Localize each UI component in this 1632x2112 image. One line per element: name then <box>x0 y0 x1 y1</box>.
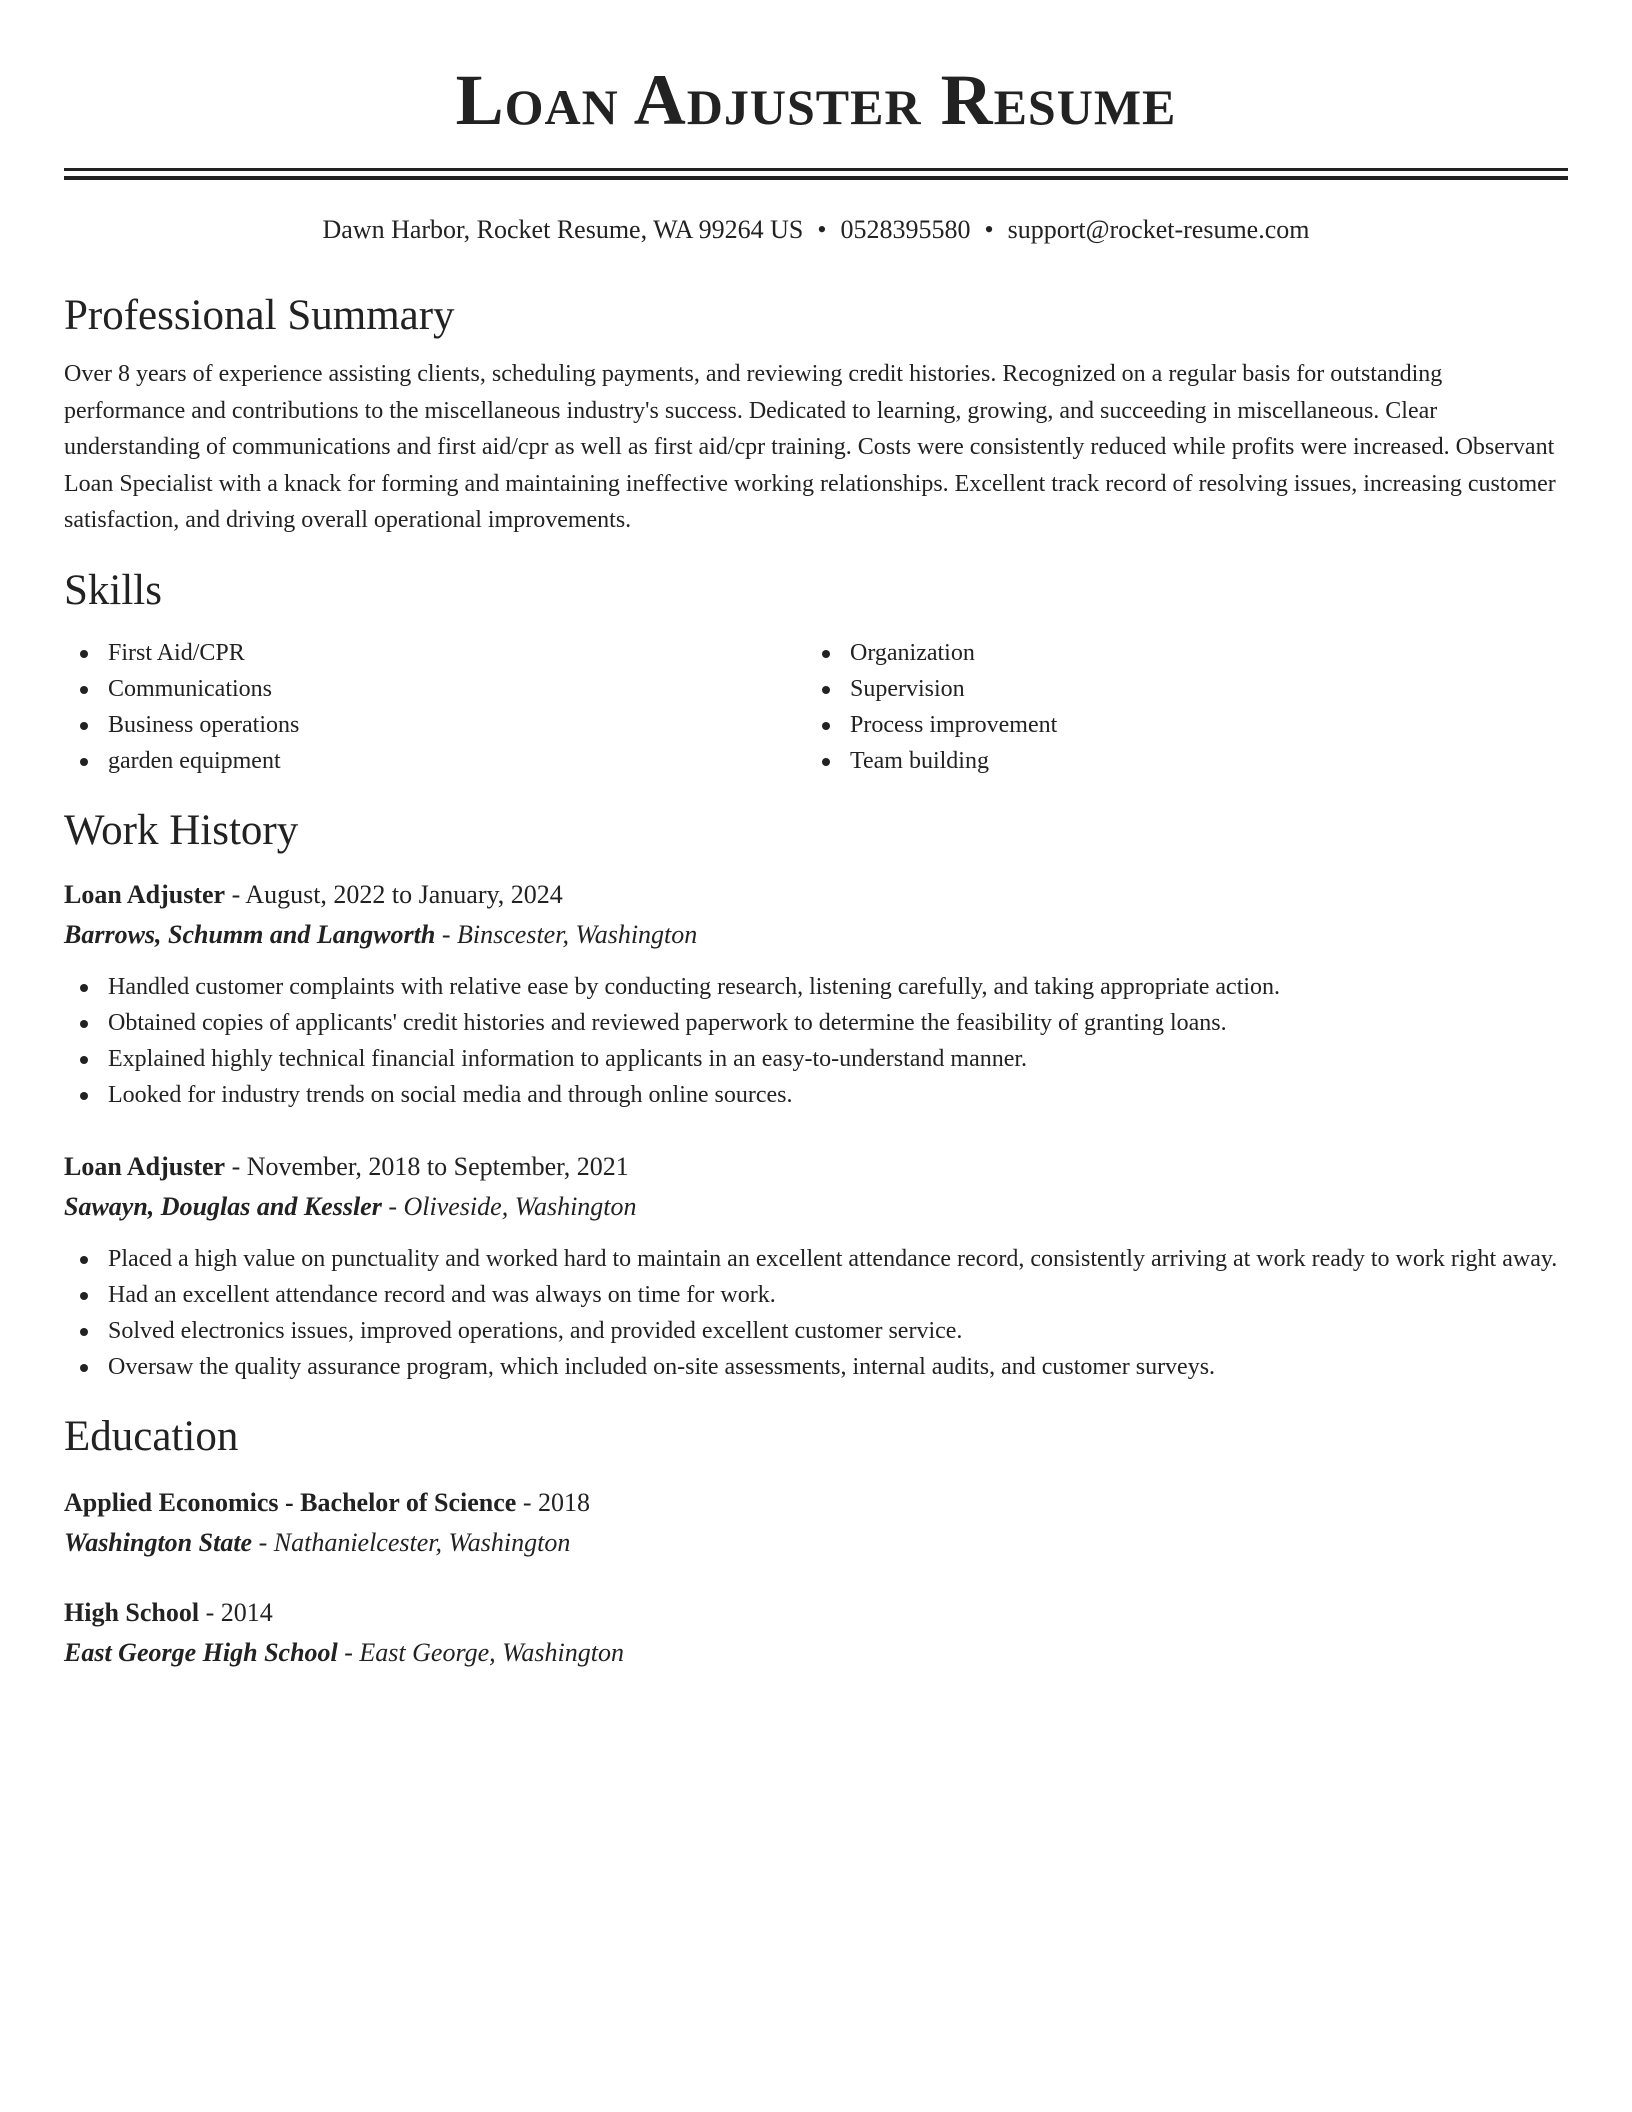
skill-item: Communications <box>64 671 806 707</box>
job-header <box>64 875 1568 915</box>
education-school: Washington State <box>64 1527 253 1557</box>
skill-item: Process improvement <box>806 707 1568 743</box>
job-duties <box>64 969 1568 1113</box>
job-company: Barrows, Schumm and Langworth <box>64 919 436 949</box>
resume-page <box>64 0 1568 1673</box>
education-year: - 2018 <box>516 1487 590 1517</box>
skills-heading: Skills <box>64 566 162 614</box>
education-entry <box>64 1483 1568 1563</box>
education-institution <box>64 1633 1568 1673</box>
job-duties <box>64 1241 1568 1385</box>
education-location: - Nathanielcester, Washington <box>252 1527 571 1557</box>
job-entry <box>64 1147 1568 1385</box>
contact-phone: 0528395580 <box>840 215 971 244</box>
skills-column-left <box>64 635 806 779</box>
job-location: - Binscester, Washington <box>435 919 698 949</box>
job-company: Sawayn, Douglas and Kessler <box>64 1191 382 1221</box>
skill-item: Team building <box>806 743 1568 779</box>
education-school: East George High School <box>64 1637 338 1667</box>
job-duty: Explained highly technical financial information to applicants in an easy-to-understand manner. <box>64 1041 1568 1077</box>
education-year: - 2014 <box>199 1597 273 1627</box>
education-degree: Applied Economics - Bachelor of Science <box>64 1487 517 1517</box>
job-employer <box>64 915 1568 955</box>
contact-address: Dawn Harbor, Rocket Resume, WA 99264 US <box>322 215 804 244</box>
title-divider-top <box>64 168 1568 171</box>
contact-separator: • <box>817 215 827 244</box>
title-divider-bottom <box>64 176 1568 180</box>
job-duty: Had an excellent attendance record and was always on time for work. <box>64 1277 1568 1313</box>
skill-item: garden equipment <box>64 743 806 779</box>
summary-text: Over 8 years of experience assisting clients, scheduling payments, and reviewing credit histories. Recognized on a regular basis for outstanding performance and contributions to the miscellaneous industry's success. Dedicated to learning, growing, and succeeding in miscellaneous. Clear understanding of communications and first aid/cpr as well as first aid/cpr training. Costs were consistently reduced while profits were increased. Observant Loan Specialist with a knack for forming and maintaining ineffective working relationships. Excellent track record of resolving issues, increasing customer satisfaction, and driving overall operational improvements. <box>64 361 1556 533</box>
skill-item: First Aid/CPR <box>64 635 806 671</box>
job-duty: Looked for industry trends on social media and through online sources. <box>64 1077 1568 1113</box>
skill-item: Organization <box>806 635 1568 671</box>
skills-list <box>64 635 1568 779</box>
summary-heading: Professional Summary <box>64 292 455 339</box>
education-degree: High School <box>64 1597 200 1627</box>
skill-item: Business operations <box>64 707 806 743</box>
skills-column-right <box>806 635 1568 779</box>
education-header <box>64 1483 1568 1523</box>
job-dates: - November, 2018 to September, 2021 <box>225 1151 629 1181</box>
education-location: - East George, Washington <box>337 1637 624 1667</box>
job-duty: Solved electronics issues, improved operations, and provided excellent customer service. <box>64 1313 1568 1349</box>
job-header <box>64 1147 1568 1187</box>
job-duty: Oversaw the quality assurance program, which included on-site assessments, internal audits, and customer surveys. <box>64 1349 1568 1385</box>
job-dates: - August, 2022 to January, 2024 <box>225 879 563 909</box>
skill-item: Supervision <box>806 671 1568 707</box>
contact-email: support@rocket-resume.com <box>1007 215 1310 244</box>
job-duty: Placed a high value on punctuality and worked hard to maintain an excellent attendance record, consistently arriving at work ready to work right away. <box>64 1241 1568 1277</box>
job-duty: Obtained copies of applicants' credit histories and reviewed paperwork to determine the feasibility of granting loans. <box>64 1005 1568 1041</box>
education-entry <box>64 1593 1568 1673</box>
education-heading: Education <box>64 1412 239 1460</box>
education-header <box>64 1593 1568 1633</box>
education-institution <box>64 1523 1568 1563</box>
job-location: - Oliveside, Washington <box>381 1191 637 1221</box>
job-duty: Handled customer complaints with relative ease by conducting research, listening carefully, and taking appropriate action. <box>64 969 1568 1005</box>
work-history-heading: Work History <box>64 806 299 854</box>
contact-separator: • <box>984 215 994 244</box>
job-employer <box>64 1187 1568 1227</box>
job-title: Loan Adjuster <box>64 1151 226 1181</box>
job-title: Loan Adjuster <box>64 879 226 909</box>
resume-title: Loan Adjuster Resume <box>455 60 1177 140</box>
contact-line <box>64 214 1568 246</box>
job-entry <box>64 875 1568 1113</box>
